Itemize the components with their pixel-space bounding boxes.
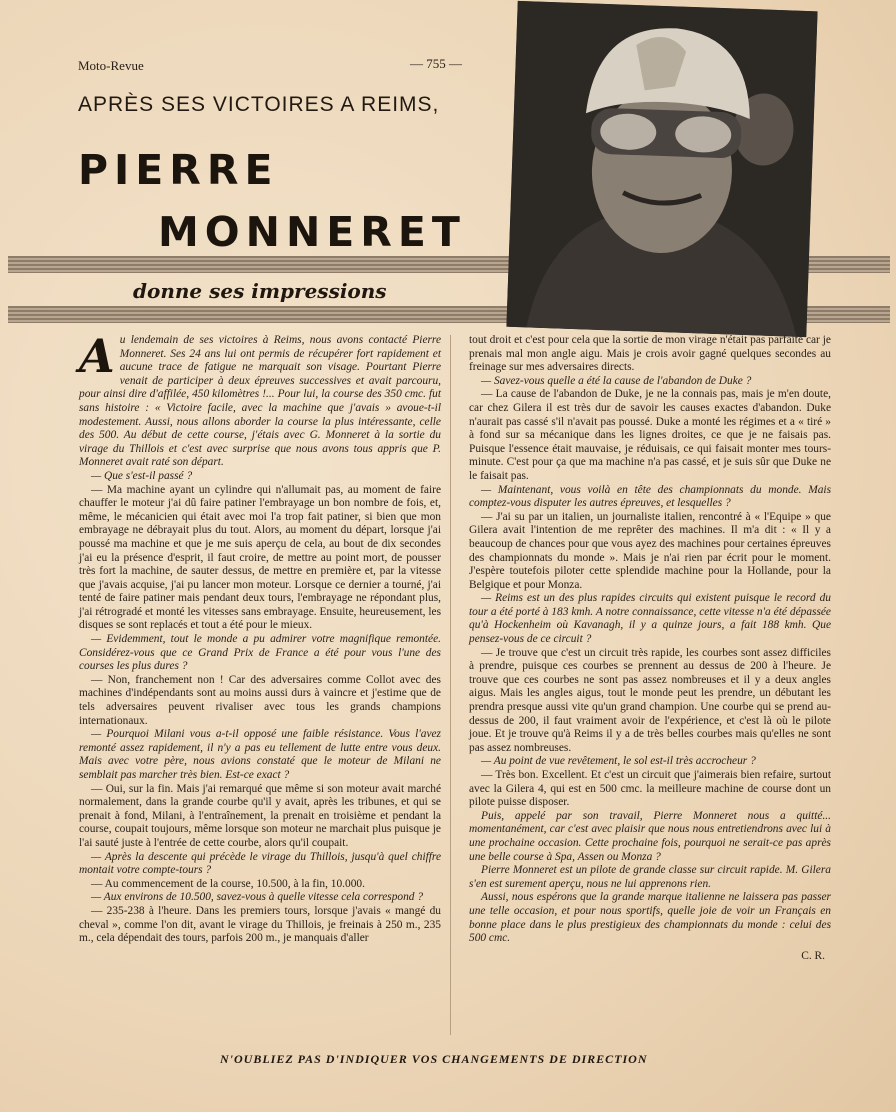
question-paragraph: — Savez-vous quelle a été la cause de l'abandon de Duke ? (481, 374, 752, 387)
answer-paragraph: — La cause de l'abandon de Duke, je ne la connais pas, mais je m'en doute, car chez Gilera il est très dur de savoir les causes exactes d'abandon. Duke n'aurait pas cassé s'il n'avait pas poussé. Duke a monté les régimes et a « tiré » à fond sur sa mécanique dans les lignes droites, ce que je ne faisais pas. Puisque l'essence était mauvaise, je réduisais, ce qui faisait monter mes tours-minute. C'est pour ça que ma machine n'a pas cassé, et je suis sûr que Duke ne le faisait pas. (469, 388, 831, 482)
question-paragraph: — Pourquoi Milani vous a-t-il opposé une faible résistance. Vous l'avez remonté assez rapidement, il n'y a pas eu tellement de lutte entre vous deux. Mais avec votre père, nous avions constaté que le moteur de Milani ne semblait pas marcher très bien. Est-ce exact ? (79, 728, 441, 781)
paragraph-text: u lendemain de ses victoires à Reims, nous avons contacté Pierre Monneret. Ses 24 ans lui ont permis de récupérer fort rapidement et aucune trace de fatigue ne marquait son visage. Pourtant Pierre venait de participer à deux épreuves successives et avait parcouru, pour ainsi dire d'affilée, 450 kilomètres !... Pour lui, la course des 350 cmc. fut sans histoire : « Victoire facile, avec la machine que j'avais » avoue-t-il modestement. Aussi, nous allons aborder la course la plus intéressante, celle des 500. Au début de cette course, j'étais avec G. Monneret à la sortie du virage du Thillois et c'est avec surprise que nous avons tous appris que P. Monneret avait raté son départ. (79, 334, 441, 469)
question-paragraph: — Evidemment, tout le monde a pu admirer votre magnifique remontée. Considérez-vous que ce Grand Prix de France a été pour vous l'une des courses les plus dures ? (79, 633, 441, 673)
answer-paragraph: — Très bon. Excellent. Et c'est un circuit que j'aimerais bien refaire, surtout avec la Gilera 4, qui est en 500 cmc. la meilleure machine de course dont un pilote puisse disposer. (469, 769, 831, 809)
question-paragraph: — Que s'est-il passé ? (91, 469, 193, 482)
decorative-stripe (8, 306, 533, 323)
question-paragraph: — Au point de vue revêtement, le sol est-il très accrocheur ? (481, 755, 756, 768)
answer-paragraph: — Non, franchement non ! Car des adversaires comme Collot avec des machines d'indépendants sont au moins aussi durs à vaincre et j'estime que de tels adversaires peuvent rivaliser avec tous les grands champions internationaux. (79, 673, 441, 727)
closing-paragraph: Pierre Monneret est un pilote de grande classe sur circuit rapide. M. Gilera s'en est surement aperçu, nous ne lui apprenons rien. (469, 864, 831, 890)
decorative-stripe (8, 256, 533, 273)
answer-paragraph: — Au commencement de la course, 10.500, à la fin, 10.000. (91, 877, 365, 890)
author-signature: C. R. (801, 949, 825, 962)
question-paragraph: — Maintenant, vous voilà en tête des championnats du monde. Mais comptez-vous disputer les autres épreuves, et lesquelles ? (469, 483, 831, 510)
article-column-right (469, 334, 831, 963)
article-column-left (79, 329, 441, 946)
footer-notice: N'OUBLIEZ PAS D'INDIQUER VOS CHANGEMENTS DE DIRECTION (220, 1052, 648, 1066)
headline-first-name: PIERRE (78, 146, 279, 194)
headline-subtitle: donne ses impressions (133, 279, 387, 303)
question-paragraph: — Aux environs de 10.500, savez-vous à quelle vitesse cela correspond ? (91, 891, 424, 904)
answer-paragraph: — Ma machine ayant un cylindre qui n'allumait pas, au moment de faire chauffer le moteur j'ai dû faire patiner l'embrayage un bon nombre de fois, et, même, le mécanicien qui était avec moi l'a trop fait patiner, si bien que mon embrayage ne débrayait plus du tout. Alors, au moment du départ, lorsque j'ai poussé ma machine et que je me suis aperçu de cela, au bout de dix secondes j'ai eu la présence d'esprit, il faut croire, de mettre au point mort, de pousser très fort la machine, de sauter dessus, de mettre en première et, par la vitesse que j'avais acquise, j'ai pu lancer mon moteur. Lorsque ce dernier a tourné, j'ai tenté de faire patiner mais pendant deux tours, l'embrayage ne répondant plus, j'ai rétrogradé et monté les vitesses sans embrayage. Ensuite, heureusement, les disques se sont replacés et tout a été pour le mieux. (79, 483, 441, 632)
page-number: — 755 — (410, 56, 462, 71)
rider-portrait-photo (506, 1, 817, 337)
closing-paragraph: Aussi, nous espérons que la grande marque italienne ne laissera pas passer une telle occasion, et pour nous sportifs, quelle joie de voir un Français en bonne place dans le plus prestigieux des championnats du monde : celui des 500 cmc. (469, 891, 831, 945)
closing-paragraph: Puis, appelé par son travail, Pierre Monneret nous a quitté... momentanément, car c'est avec plaisir que nous nous entretiendrons avec lui à une prochaine occasion. Cette prochaine fois, pourquoi ne serait-ce pas après une belle course à Spa, Assen ou Monza ? (469, 809, 831, 863)
headline-last-name: MONNERET (158, 208, 466, 256)
answer-paragraph: — J'ai su par un italien, un journaliste italien, rencontré à « l'Equipe » que Gilera avait l'intention de me reprêter des machines. Il m'a dit : « Il y a beaucoup de chances pour que vous ayez des machines pour certaines épreuves des championnats du monde ». Mais je n'ai rien par écrit pour le moment. J'espère toutefois piloter cette splendide machine pour la Hollande, pour la Belgique et pour Monza. (469, 510, 831, 591)
column-divider (450, 335, 451, 1035)
rider-portrait-illustration (506, 1, 817, 337)
magazine-name: Moto-Revue (78, 58, 144, 73)
drop-cap: A (79, 329, 115, 383)
answer-paragraph: — Je trouve que c'est un circuit très rapide, les courbes sont assez difficiles à prendre, puisque ces courbes se prennent au dessus de 200 à l'heure. Je trouve que ces courbes ne sont pas assez nombreuses et il y a deux angles aigus. Mais les angles aigus, tout le monde peut les prendre, un débutant les prendra presque aussi vite qu'un grand champion. Une courbe qui se prend au-dessus de 200, il faut vraiment avoir de l'expérience, et c'est là où le pilote joue. Et je trouve qu'à Reims il y a de très belles courbes mais qu'elles ne sont pas assez nombreuses. (469, 646, 831, 754)
headline-kicker: APRÈS SES VICTOIRES A REIMS, (78, 93, 440, 116)
question-paragraph: — Reims est un des plus rapides circuits qui existent puisque le record du tour a été porté à 183 kmh. A notre connaissance, cette vitesse n'a été dépassée qu'à Hockenheim où Kavanagh, il y a quinze jours, a fait 188 kmh. Que pensez-vous de ce circuit ? (469, 592, 831, 646)
answer-paragraph: — 235-238 à l'heure. Dans les premiers tours, lorsque j'avais « mangé du cheval », comme l'on dit, avant le virage du Thillois, je freinais à 250 m., 235 m., cela dépendait des tours, parfois 200 m., je manquais d'aller (79, 904, 441, 945)
answer-paragraph: — Oui, sur la fin. Mais j'ai remarqué que même si son moteur avait marché normalement, dans la grande courbe qu'il y avait, après les tribunes, et qui se prenait à fond, Milani, à l'entraînement, la prenait en troisième et pendant la course, coupait toujours, même lorsque son moteur ne marchait plus puisque je l'ai sauté juste à l'entrée de cette courbe, alors qu'il coupait. (79, 782, 441, 849)
question-paragraph: — Après la descente qui précède le virage du Thillois, jusqu'à quel chiffre montait votre compte-tours ? (79, 850, 441, 877)
answer-paragraph: tout droit et c'est pour cela que la sortie de mon virage n'était pas parfaite car je prenais mal mon angle aigu. Mais je crois avoir gagné quelques secondes au freinage sur mes adversaires directs. (469, 334, 831, 374)
article-intro (79, 329, 441, 470)
